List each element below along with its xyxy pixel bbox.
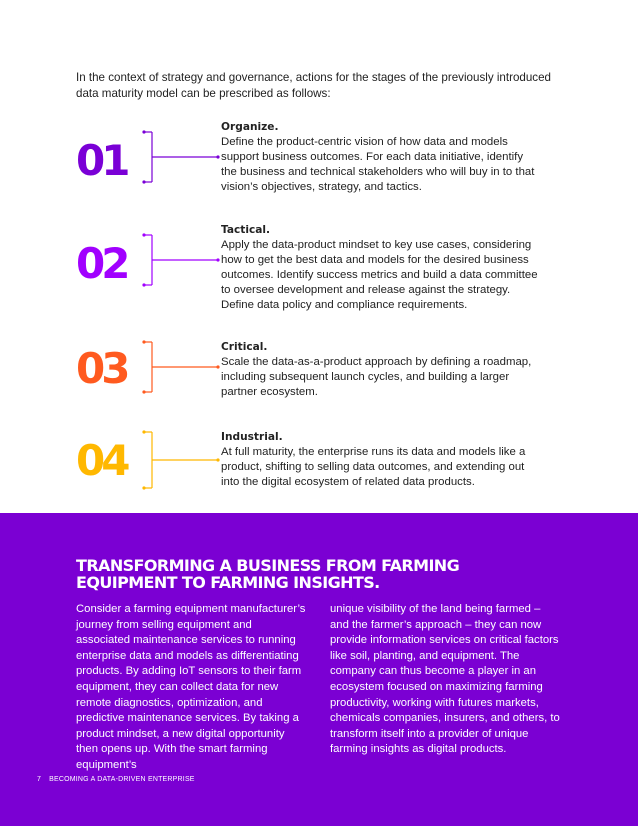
stage-body: Scale the data-as-a-product approach by defining a roadmap, including subsequent launch cycles, and building a larger partner ecosystem. (221, 356, 532, 398)
stage-title: Critical. (221, 341, 268, 353)
stage-text (221, 430, 539, 490)
document-title: BECOMING A DATA-DRIVEN ENTERPRISE (49, 776, 195, 783)
page-number: 7 (37, 776, 42, 783)
intro-paragraph: In the context of strategy and governance, actions for the stages of the previously introduced data maturity model can be prescribed as follows: (76, 71, 551, 100)
stage-body: At full maturity, the enterprise runs its data and models like a product, shifting to selling data outcomes, and extending out into the digital ecosystem of related data products. (221, 446, 526, 488)
stage-number: 04 (76, 436, 127, 485)
stage-title: Organize. (221, 121, 279, 133)
stage-number: 02 (76, 239, 127, 288)
case-study-title: TRANSFORMING A BUSINESS FROM FARMING EQUIPMENT TO FARMING INSIGHTS. (76, 556, 460, 592)
stage-number: 01 (76, 136, 127, 185)
case-study-column-right: unique visibility of the land being farmed – and the farmer’s approach – they can now provide information services on critical factors like soil, planting, and equipment. The company can thus become a player in an ecosystem focused on maximizing farming productivity, working with futures markets, chemicals companies, insurers, and others, to transform itself into a provider of unique farming insights as digital products. (330, 603, 560, 756)
bracket-connector-icon (140, 130, 224, 190)
bracket-connector-icon (140, 340, 224, 400)
stage-body: Apply the data-product mindset to key use cases, considering how to get the best data and models for the desired business outcomes. Identify success metrics and build a data committee to oversee development and release against the strategy. Define data policy and compliance requirements. (221, 239, 538, 311)
stage-title: Industrial. (221, 431, 283, 443)
stage-text (221, 120, 539, 195)
case-study-column-left: Consider a farming equipment manufacturer’s journey from selling equipment and associated maintenance services to running enterprise data and models as differentiating products. By adding IoT sensors to their farm equipment, they can collect data for new remote diagnostics, optimization, and predictive maintenance services. By taking a product mindset, a new digital opportunity then opens up. With the smart farming equipment’s (76, 603, 306, 771)
bracket-connector-icon (140, 430, 224, 494)
bracket-connector-icon (140, 233, 224, 293)
page-footer (37, 776, 195, 783)
stage-text (221, 340, 539, 400)
stage-body: Define the product-centric vision of how data and models support business outcomes. For each data initiative, identify the business and technical stakeholders who will buy in to that vision’s objectives, strategy, and tactics. (221, 136, 535, 193)
stage-text (221, 223, 539, 313)
stage-number: 03 (76, 344, 127, 393)
stage-title: Tactical. (221, 224, 271, 236)
